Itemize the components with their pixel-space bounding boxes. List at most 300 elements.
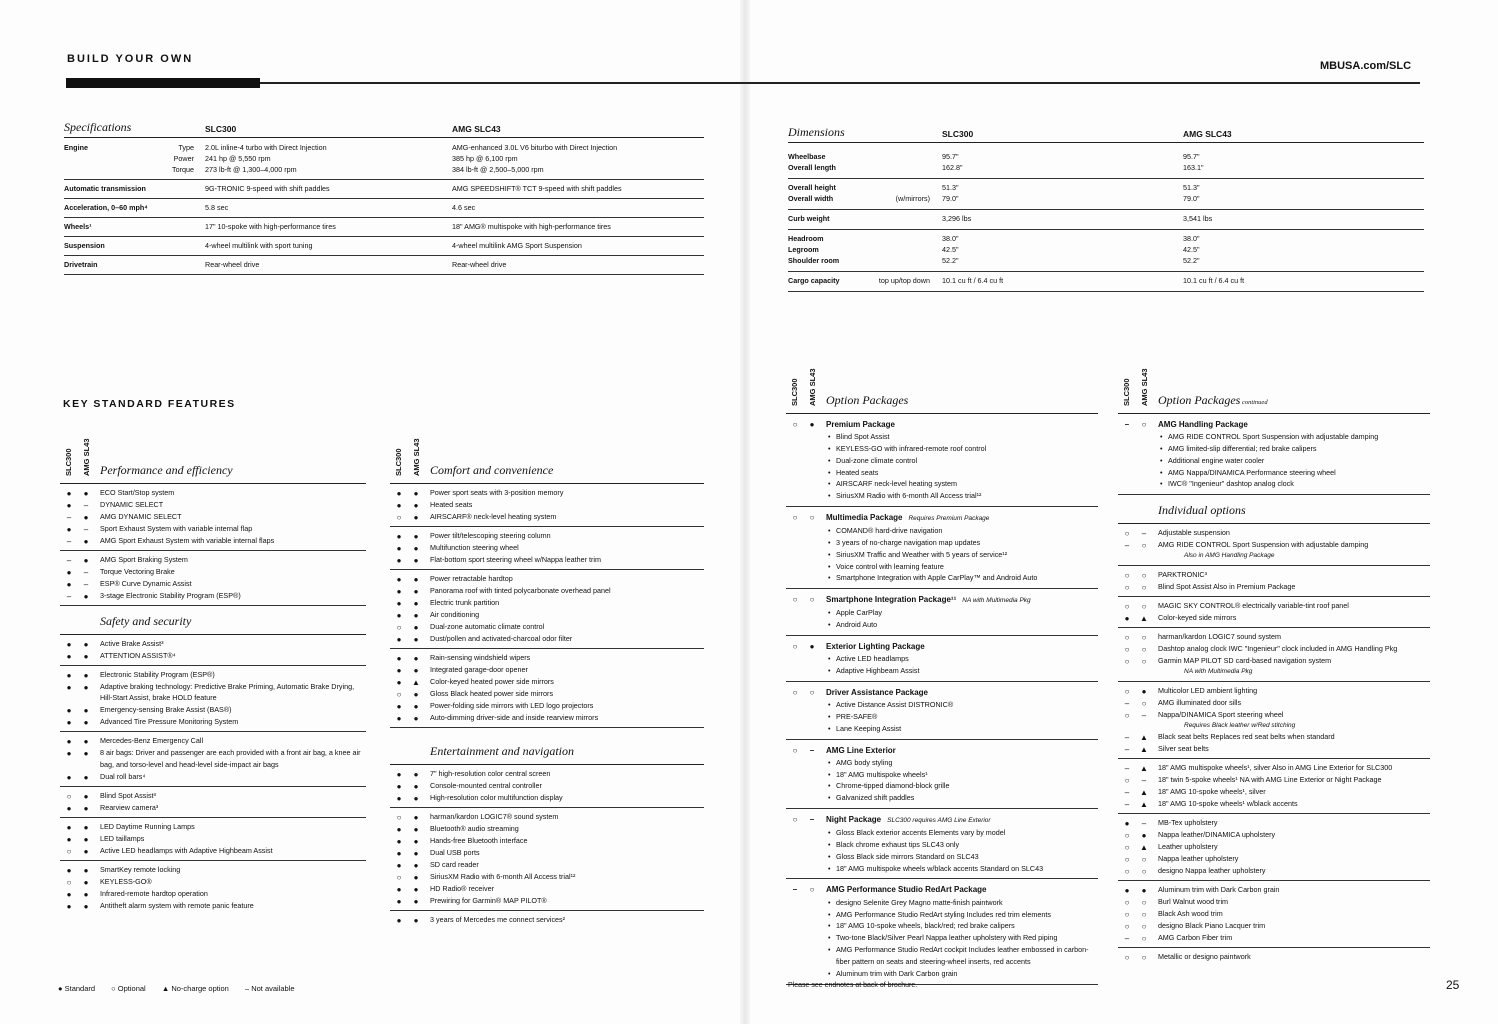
availability-mark-amg-sl43: ●: [413, 653, 419, 663]
option-packages-continued-title: Option Packages: [1158, 393, 1241, 407]
feature-group: [390, 484, 704, 527]
feature-group: [390, 527, 704, 570]
availability-mark-amg-sl43: ●: [413, 555, 419, 565]
option-packages-column: [786, 391, 1098, 985]
option-package-item: • Blind Spot Assist: [786, 431, 1098, 443]
feature-row: [60, 590, 366, 602]
feature-row: [60, 900, 366, 912]
header-url-link[interactable]: MBUSA.com/SLC: [1320, 60, 1412, 72]
page-number: 25: [1446, 978, 1460, 992]
option-package-note: SLC300 requires AMG Line Exterior: [887, 817, 991, 825]
dimension-value-amg-slc43: 10.1 cu ft / 6.4 cu ft: [1183, 276, 1245, 285]
feature-row: [390, 914, 704, 926]
availability-mark-slc300: ●: [396, 555, 402, 565]
availability-mark-slc300: ●: [66, 639, 72, 649]
feature-group: [390, 649, 704, 728]
feature-row: [390, 895, 704, 907]
availability-mark-amg-sl43: ○: [809, 513, 815, 523]
availability-mark-amg-sl43: –: [83, 567, 89, 577]
availability-mark-amg-sl43: ●: [413, 610, 419, 620]
feature-row: [1118, 786, 1430, 798]
feature-row: [1118, 829, 1430, 841]
feature-row: [60, 487, 366, 499]
availability-mark-amg-sl43: ▲: [1140, 800, 1148, 810]
feature-text: Rearview camera³: [100, 803, 159, 813]
spec-value-slc300: 5.8 sec: [205, 203, 229, 212]
feature-text: Power sport seats with 3-position memory: [430, 487, 564, 497]
availability-mark-amg-sl43: ○: [1141, 855, 1147, 865]
dimension-value-slc300: 42.5": [942, 245, 959, 254]
spec-value-slc300: 273 lb-ft @ 1,300–4,000 rpm: [205, 165, 297, 174]
dimension-label: Cargo capacity: [788, 276, 840, 285]
availability-mark-amg-sl43: ●: [413, 836, 419, 846]
dimension-label: Overall length: [788, 163, 836, 172]
option-package-item: • Gloss Black side mirrors Standard on SLC43: [786, 851, 1098, 863]
feature-text: Black Ash wood trim: [1158, 909, 1223, 919]
feature-row: [1118, 920, 1430, 932]
availability-mark-slc300: ○: [792, 815, 798, 825]
spec-label: Drivetrain: [64, 260, 98, 269]
vertical-model-header-amg-sl43: AMG SL43: [412, 438, 421, 476]
feature-text: Dashtop analog clock IWC "Ingenieur" clock included in AMG Handling Pkg: [1158, 643, 1398, 653]
availability-mark-slc300: ●: [396, 574, 402, 584]
availability-mark-amg-sl43: ●: [83, 536, 89, 546]
availability-mark-slc300: ●: [66, 773, 72, 783]
option-package-item: • AMG Performance Studio RedArt styling Includes red trim elements: [786, 909, 1098, 921]
feature-text: ATTENTION ASSIST®⁴: [100, 650, 176, 660]
option-package-title: [786, 593, 1098, 607]
feature-text: Electronic Stability Program (ESP®): [100, 669, 215, 679]
availability-mark-amg-sl43: –: [809, 745, 815, 755]
feature-text: Antitheft alarm system with remote panic feature: [100, 901, 254, 911]
feature-row: [60, 523, 366, 535]
availability-mark-slc300: ○: [792, 595, 798, 605]
individual-option-note: Requires Black leather w/Red stitching: [1184, 721, 1296, 729]
vertical-model-header-slc300: SLC300: [394, 448, 403, 476]
availability-mark-amg-sl43: ●: [1141, 831, 1147, 841]
availability-mark-amg-sl43: ●: [83, 773, 89, 783]
availability-mark-amg-sl43: ●: [413, 713, 419, 723]
availability-mark-amg-sl43: ●: [413, 812, 419, 822]
feature-text: Air conditioning: [430, 609, 480, 619]
feature-text: Active LED headlamps with Adaptive Highbeam Assist: [100, 846, 273, 856]
option-package: [786, 507, 1098, 589]
feature-row: [390, 511, 704, 523]
dimensions-header: [788, 124, 1424, 143]
feature-text: Panorama roof with tinted polycarbonate overhead panel: [430, 585, 611, 595]
feature-row: [60, 566, 366, 578]
availability-mark-slc300: ○: [1124, 601, 1130, 611]
feature-row: [60, 704, 366, 716]
feature-row: [60, 650, 366, 662]
spec-value-slc300: 241 hp @ 5,550 rpm: [205, 154, 271, 163]
feature-row: [390, 823, 704, 835]
availability-mark-amg-sl43: ●: [83, 639, 89, 649]
spec-value-amg-slc43: AMG-enhanced 3.0L V6 biturbo with Direct Injection: [452, 143, 618, 152]
availability-mark-amg-sl43: ○: [1141, 953, 1147, 963]
availability-mark-slc300: ○: [1124, 831, 1130, 841]
availability-mark-amg-sl43: ●: [83, 555, 89, 565]
availability-mark-amg-sl43: ○: [1141, 698, 1147, 708]
feature-text: Nappa leather upholstery: [1158, 854, 1239, 864]
availability-mark-slc300: ●: [66, 890, 72, 900]
feature-text: Dual roll bars⁴: [100, 772, 146, 782]
feature-row: [390, 768, 704, 780]
availability-mark-slc300: ○: [792, 513, 798, 523]
feature-text: 18" AMG multispoke wheels¹, silver Also in AMG Line Exterior for SLC300: [1158, 763, 1393, 773]
availability-mark-slc300: ●: [396, 488, 402, 498]
availability-mark-amg-sl43: ●: [413, 586, 419, 596]
feature-row: [1118, 655, 1430, 667]
availability-mark-amg-sl43: ○: [1141, 601, 1147, 611]
availability-mark-slc300: ○: [792, 419, 798, 429]
availability-mark-amg-sl43: ●: [83, 890, 89, 900]
individual-option-note: NA with Multimedia Pkg: [1184, 667, 1253, 675]
availability-mark-slc300: ●: [66, 706, 72, 716]
availability-mark-slc300: –: [1124, 934, 1130, 944]
availability-mark-slc300: ○: [396, 689, 402, 699]
availability-mark-amg-sl43: ●: [413, 769, 419, 779]
feature-text: Active Brake Assist³: [100, 638, 164, 648]
feature-row: [1118, 643, 1430, 655]
feature-row: [390, 487, 704, 499]
spec-label: Wheels¹: [64, 222, 92, 231]
availability-mark-amg-sl43: ○: [809, 885, 815, 895]
feature-row: [390, 712, 704, 724]
availability-mark-slc300: ○: [1124, 656, 1130, 666]
option-package-name: Premium Package: [826, 419, 895, 429]
availability-mark-slc300: ●: [66, 737, 72, 747]
feature-group: [60, 635, 366, 666]
availability-mark-amg-sl43: ○: [1141, 582, 1147, 592]
feature-row: [1118, 908, 1430, 920]
availability-mark-amg-sl43: ●: [83, 749, 89, 759]
feature-text: Nappa/DINAMICA Sport steering wheel: [1158, 709, 1284, 719]
option-package-title: [1118, 418, 1430, 431]
option-package-name: Smartphone Integration Package¹¹: [826, 595, 957, 605]
feature-text: Multicolor LED ambient lighting: [1158, 685, 1258, 695]
feature-text: Heated seats: [430, 499, 473, 509]
availability-mark-slc300: –: [1124, 800, 1130, 810]
availability-mark-amg-sl43: ●: [1141, 886, 1147, 896]
feature-text: Gloss Black heated power side mirrors: [430, 688, 554, 698]
availability-mark-slc300: ●: [396, 677, 402, 687]
individual-options-heading: Individual options: [1118, 495, 1430, 524]
feature-text: AIRSCARF® neck-level heating system: [430, 511, 557, 521]
page-gutter: [740, 0, 750, 1024]
availability-mark-amg-sl43: ○: [809, 595, 815, 605]
feature-text: Color-keyed heated power side mirrors: [430, 676, 554, 686]
availability-mark-slc300: ○: [792, 745, 798, 755]
spec-value-amg-slc43: AMG SPEEDSHIFT® TCT 9-speed with shift paddles: [452, 184, 622, 193]
availability-mark-amg-sl43: ●: [83, 488, 89, 498]
spec-value-amg-slc43: Rear-wheel drive: [452, 260, 507, 269]
availability-mark-amg-sl43: ●: [1141, 686, 1147, 696]
availability-mark-slc300: ●: [66, 902, 72, 912]
option-package-name: Driver Assistance Package: [826, 687, 928, 697]
dimension-sublabel: top up/top down: [878, 276, 930, 285]
availability-mark-slc300: ●: [396, 610, 402, 620]
option-package-item: • Galvanized shift paddles: [786, 792, 1098, 804]
spec-label: Acceleration, 0–60 mph⁴: [64, 203, 148, 212]
availability-mark-slc300: ●: [66, 488, 72, 498]
dimension-value-slc300: 79.0": [942, 194, 959, 203]
feature-group: [60, 666, 366, 733]
feature-text: Electric trunk partition: [430, 597, 500, 607]
spec-row: [64, 218, 704, 237]
feature-row: [60, 888, 366, 900]
availability-mark-slc300: –: [66, 555, 72, 565]
availability-mark-slc300: ○: [1124, 953, 1130, 963]
availability-mark-amg-sl43: ●: [413, 915, 419, 925]
feature-group: [60, 787, 366, 818]
dimension-row: [788, 272, 1424, 292]
feature-text: Rain-sensing windshield wipers: [430, 652, 531, 662]
feature-row: [60, 669, 366, 681]
option-package-item: • Voice control with learning feature: [786, 561, 1098, 573]
availability-mark-slc300: ○: [396, 512, 402, 522]
availability-mark-amg-sl43: ●: [413, 598, 419, 608]
feature-row: [60, 511, 366, 523]
dimension-value-slc300: 162.8": [942, 163, 963, 172]
feature-text: Color-keyed side mirrors: [1158, 612, 1237, 622]
spec-value-amg-slc43: 4-wheel multilink AMG Sport Suspension: [452, 241, 582, 250]
option-package-title: [786, 813, 1098, 827]
availability-mark-slc300: ●: [396, 531, 402, 541]
spec-sublabel: Power: [173, 154, 194, 163]
option-package-item: • Active Distance Assist DISTRONIC®: [786, 699, 1098, 711]
availability-mark-amg-sl43: ●: [83, 737, 89, 747]
header-accent-bar: [66, 78, 260, 88]
availability-mark-slc300: –: [792, 885, 798, 895]
dimensions-table: [788, 124, 1424, 295]
feature-text: MAGIC SKY CONTROL® electrically variable-tint roof panel: [1158, 600, 1349, 610]
availability-mark-amg-sl43: ▲: [1140, 613, 1148, 623]
availability-mark-slc300: ○: [1124, 582, 1130, 592]
feature-row: [1118, 685, 1430, 697]
availability-mark-slc300: ○: [1124, 910, 1130, 920]
feature-row: [60, 790, 366, 802]
dimension-value-amg-slc43: 163.1": [1183, 163, 1204, 172]
feature-text: 18" AMG 10-spoke wheels¹ w/black accents: [1158, 799, 1298, 809]
page-header-title: BUILD YOUR OWN: [67, 53, 194, 65]
feature-text: HD Radio® receiver: [430, 883, 495, 893]
option-package-item: • Active LED headlamps: [786, 653, 1098, 665]
option-package-item: • Two-tone Black/Silver Pearl Nappa leather upholstery with Red piping: [786, 932, 1098, 944]
feature-row: [1118, 697, 1430, 709]
availability-mark-slc300: –: [66, 591, 72, 601]
feature-row: [390, 530, 704, 542]
feature-row: [390, 688, 704, 700]
feature-text: harman/kardon LOGIC7 sound system: [1158, 631, 1282, 641]
feature-text: PARKTRONIC³: [1158, 569, 1207, 579]
availability-mark-amg-sl43: ●: [83, 718, 89, 728]
spec-row: [64, 139, 704, 180]
vertical-model-header-amg-sl43: AMG SL43: [82, 438, 91, 476]
availability-mark-slc300: ○: [396, 812, 402, 822]
individual-option-group: [1118, 682, 1430, 760]
availability-mark-amg-sl43: ●: [413, 824, 419, 834]
feature-row: [60, 864, 366, 876]
feature-text: Sport Exhaust System with variable internal flap: [100, 523, 253, 533]
dimension-value-slc300: 10.1 cu ft / 6.4 cu ft: [942, 276, 1004, 285]
availability-mark-slc300: ○: [1124, 922, 1130, 932]
option-package-item: • 3 years of no-charge navigation map updates: [786, 537, 1098, 549]
feature-row: [1118, 817, 1430, 829]
availability-mark-slc300: ●: [66, 670, 72, 680]
feature-text: SiriusXM Radio with 6-month All Access trial¹²: [430, 871, 576, 881]
availability-mark-amg-sl43: ●: [83, 847, 89, 857]
dimensions-heading: Dimensions: [788, 124, 845, 139]
availability-mark-slc300: ○: [1124, 867, 1130, 877]
feature-row: [390, 835, 704, 847]
feature-row: [60, 747, 366, 771]
availability-mark-slc300: ●: [66, 866, 72, 876]
feature-text: 7" high-resolution color central screen: [430, 768, 551, 778]
availability-mark-amg-sl43: ○: [1141, 419, 1147, 429]
feature-row: [390, 811, 704, 823]
feature-row: [390, 859, 704, 871]
feature-text: Integrated garage-door opener: [430, 664, 528, 674]
spec-row: [64, 256, 704, 275]
feature-text: Adjustable suspension: [1158, 528, 1230, 538]
option-package: [786, 589, 1098, 635]
availability-mark-slc300: ●: [66, 651, 72, 661]
feature-group: [60, 551, 366, 606]
availability-mark-slc300: ●: [66, 835, 72, 845]
feature-text: designo Black Piano Lacquer trim: [1158, 921, 1266, 931]
feature-text: 3-stage Electronic Stability Program (ESP®): [100, 590, 241, 600]
availability-mark-amg-sl43: ●: [83, 804, 89, 814]
availability-mark-slc300: ○: [1124, 644, 1130, 654]
availability-mark-amg-sl43: ▲: [1140, 843, 1148, 853]
vertical-model-header-slc300: SLC300: [64, 448, 73, 476]
option-package-item: • Gloss Black exterior accents Elements vary by model: [786, 827, 1098, 839]
availability-mark-amg-sl43: ○: [809, 687, 815, 697]
availability-mark-amg-sl43: ●: [83, 682, 89, 692]
spec-value-slc300: 9G-TRONIC 9-speed with shift paddles: [205, 184, 330, 193]
option-package-item: • COMAND® hard-drive navigation: [786, 525, 1098, 537]
availability-mark-slc300: –: [1124, 419, 1130, 429]
spec-value-slc300: Rear-wheel drive: [205, 260, 260, 269]
option-package-item: • AIRSCARF neck-level heating system: [786, 478, 1098, 490]
feature-row: [1118, 884, 1430, 896]
dimension-value-amg-slc43: 3,541 lbs: [1183, 214, 1213, 223]
feature-row: [1118, 731, 1430, 743]
feature-text: Silver seat belts: [1158, 744, 1209, 754]
feature-text: AMG DYNAMIC SELECT: [100, 511, 182, 521]
feature-row: [1118, 581, 1430, 593]
feature-text: KEYLESS-GO®: [100, 877, 152, 887]
availability-mark-slc300: ●: [66, 579, 72, 589]
feature-text: Hands-free Bluetooth interface: [430, 835, 528, 845]
option-package-item: • 18" AMG multispoke wheels¹: [786, 769, 1098, 781]
individual-option-note: Also in AMG Handling Package: [1184, 552, 1275, 560]
availability-mark-slc300: ○: [1124, 686, 1130, 696]
option-package-item: • Smartphone Integration with Apple CarPlay™ and Android Auto: [786, 572, 1098, 584]
endnotes-footnote: Please see endnotes at back of brochure.: [788, 982, 918, 989]
dimension-value-amg-slc43: 52.2": [1183, 256, 1200, 265]
availability-mark-amg-sl43: –: [83, 579, 89, 589]
option-package-item: • AMG RIDE CONTROL Sport Suspension with adjustable damping: [1118, 431, 1430, 443]
option-package-item: • SiriusXM Traffic and Weather with 5 years of service¹²: [786, 549, 1098, 561]
option-package-item: • PRE-SAFE®: [786, 711, 1098, 723]
category-heading-safety: Safety and security: [60, 606, 366, 635]
feature-row: [1118, 865, 1430, 877]
option-package-name: Night Package: [826, 815, 882, 825]
feature-group: [60, 484, 366, 551]
feature-group: [60, 732, 366, 787]
option-package-item: • Dual-zone climate control: [786, 455, 1098, 467]
option-package-name: AMG Handling Package: [1158, 419, 1248, 429]
availability-mark-amg-sl43: ●: [413, 860, 419, 870]
availability-mark-slc300: –: [1124, 745, 1130, 755]
availability-mark-slc300: ●: [66, 749, 72, 759]
feature-row: [1118, 612, 1430, 624]
feature-row: [390, 700, 704, 712]
availability-mark-slc300: –: [66, 536, 72, 546]
availability-mark-slc300: –: [1124, 788, 1130, 798]
spec-label: Engine: [64, 143, 88, 152]
availability-mark-slc300: ○: [1124, 855, 1130, 865]
feature-row: [390, 585, 704, 597]
option-package: [786, 809, 1098, 879]
availability-mark-slc300: ○: [66, 847, 72, 857]
feature-row: [1118, 774, 1430, 786]
availability-mark-slc300: ●: [396, 860, 402, 870]
legend: [58, 984, 309, 993]
feature-row: [390, 847, 704, 859]
option-package-note: NA with Multimedia Pkg: [962, 597, 1031, 605]
option-package-title: [786, 744, 1098, 757]
feature-text: SmartKey remote locking: [100, 865, 181, 875]
availability-mark-slc300: –: [1124, 764, 1130, 774]
spec-value-amg-slc43: 4.6 sec: [452, 203, 476, 212]
dimension-label: Shoulder room: [788, 256, 840, 265]
availability-mark-slc300: ●: [396, 848, 402, 858]
availability-mark-slc300: ●: [396, 586, 402, 596]
availability-mark-amg-sl43: –: [1141, 529, 1147, 539]
category-heading-performance: Performance and efficiency: [60, 461, 366, 484]
option-package-name: AMG Performance Studio RedArt Package: [826, 885, 987, 895]
option-package-item: • AMG Nappa/DINAMICA Performance steering wheel: [1118, 467, 1430, 479]
availability-mark-amg-sl43: ●: [413, 689, 419, 699]
option-package-name: AMG Line Exterior: [826, 745, 896, 755]
feature-text: AMG Sport Braking System: [100, 554, 188, 564]
feature-row: [60, 845, 366, 857]
availability-mark-amg-sl43: ●: [413, 488, 419, 498]
key-standard-features-title: KEY STANDARD FEATURES: [63, 398, 236, 410]
availability-mark-slc300: ○: [66, 878, 72, 888]
availability-mark-amg-sl43: ○: [1141, 632, 1147, 642]
feature-text: 18" AMG 10-spoke wheels¹, silver: [1158, 787, 1266, 797]
option-package-title: [786, 640, 1098, 653]
availability-mark-slc300: –: [1124, 541, 1130, 551]
availability-mark-amg-sl43: ●: [413, 574, 419, 584]
feature-text: MB-Tex upholstery: [1158, 818, 1218, 828]
availability-mark-amg-sl43: ●: [83, 706, 89, 716]
features-column-comfort-entertainment: [390, 461, 704, 929]
option-package-title: [786, 511, 1098, 525]
availability-mark-slc300: ●: [66, 718, 72, 728]
feature-text: Dust/pollen and activated-charcoal odor filter: [430, 633, 573, 643]
feature-text: Advanced Tire Pressure Monitoring System: [100, 717, 239, 727]
feature-row: [1118, 539, 1430, 551]
availability-mark-amg-sl43: ○: [1141, 644, 1147, 654]
availability-mark-amg-sl43: ○: [1141, 898, 1147, 908]
option-package-item: • AMG limited-slip differential; red brake calipers: [1118, 443, 1430, 455]
feature-row: [60, 821, 366, 833]
